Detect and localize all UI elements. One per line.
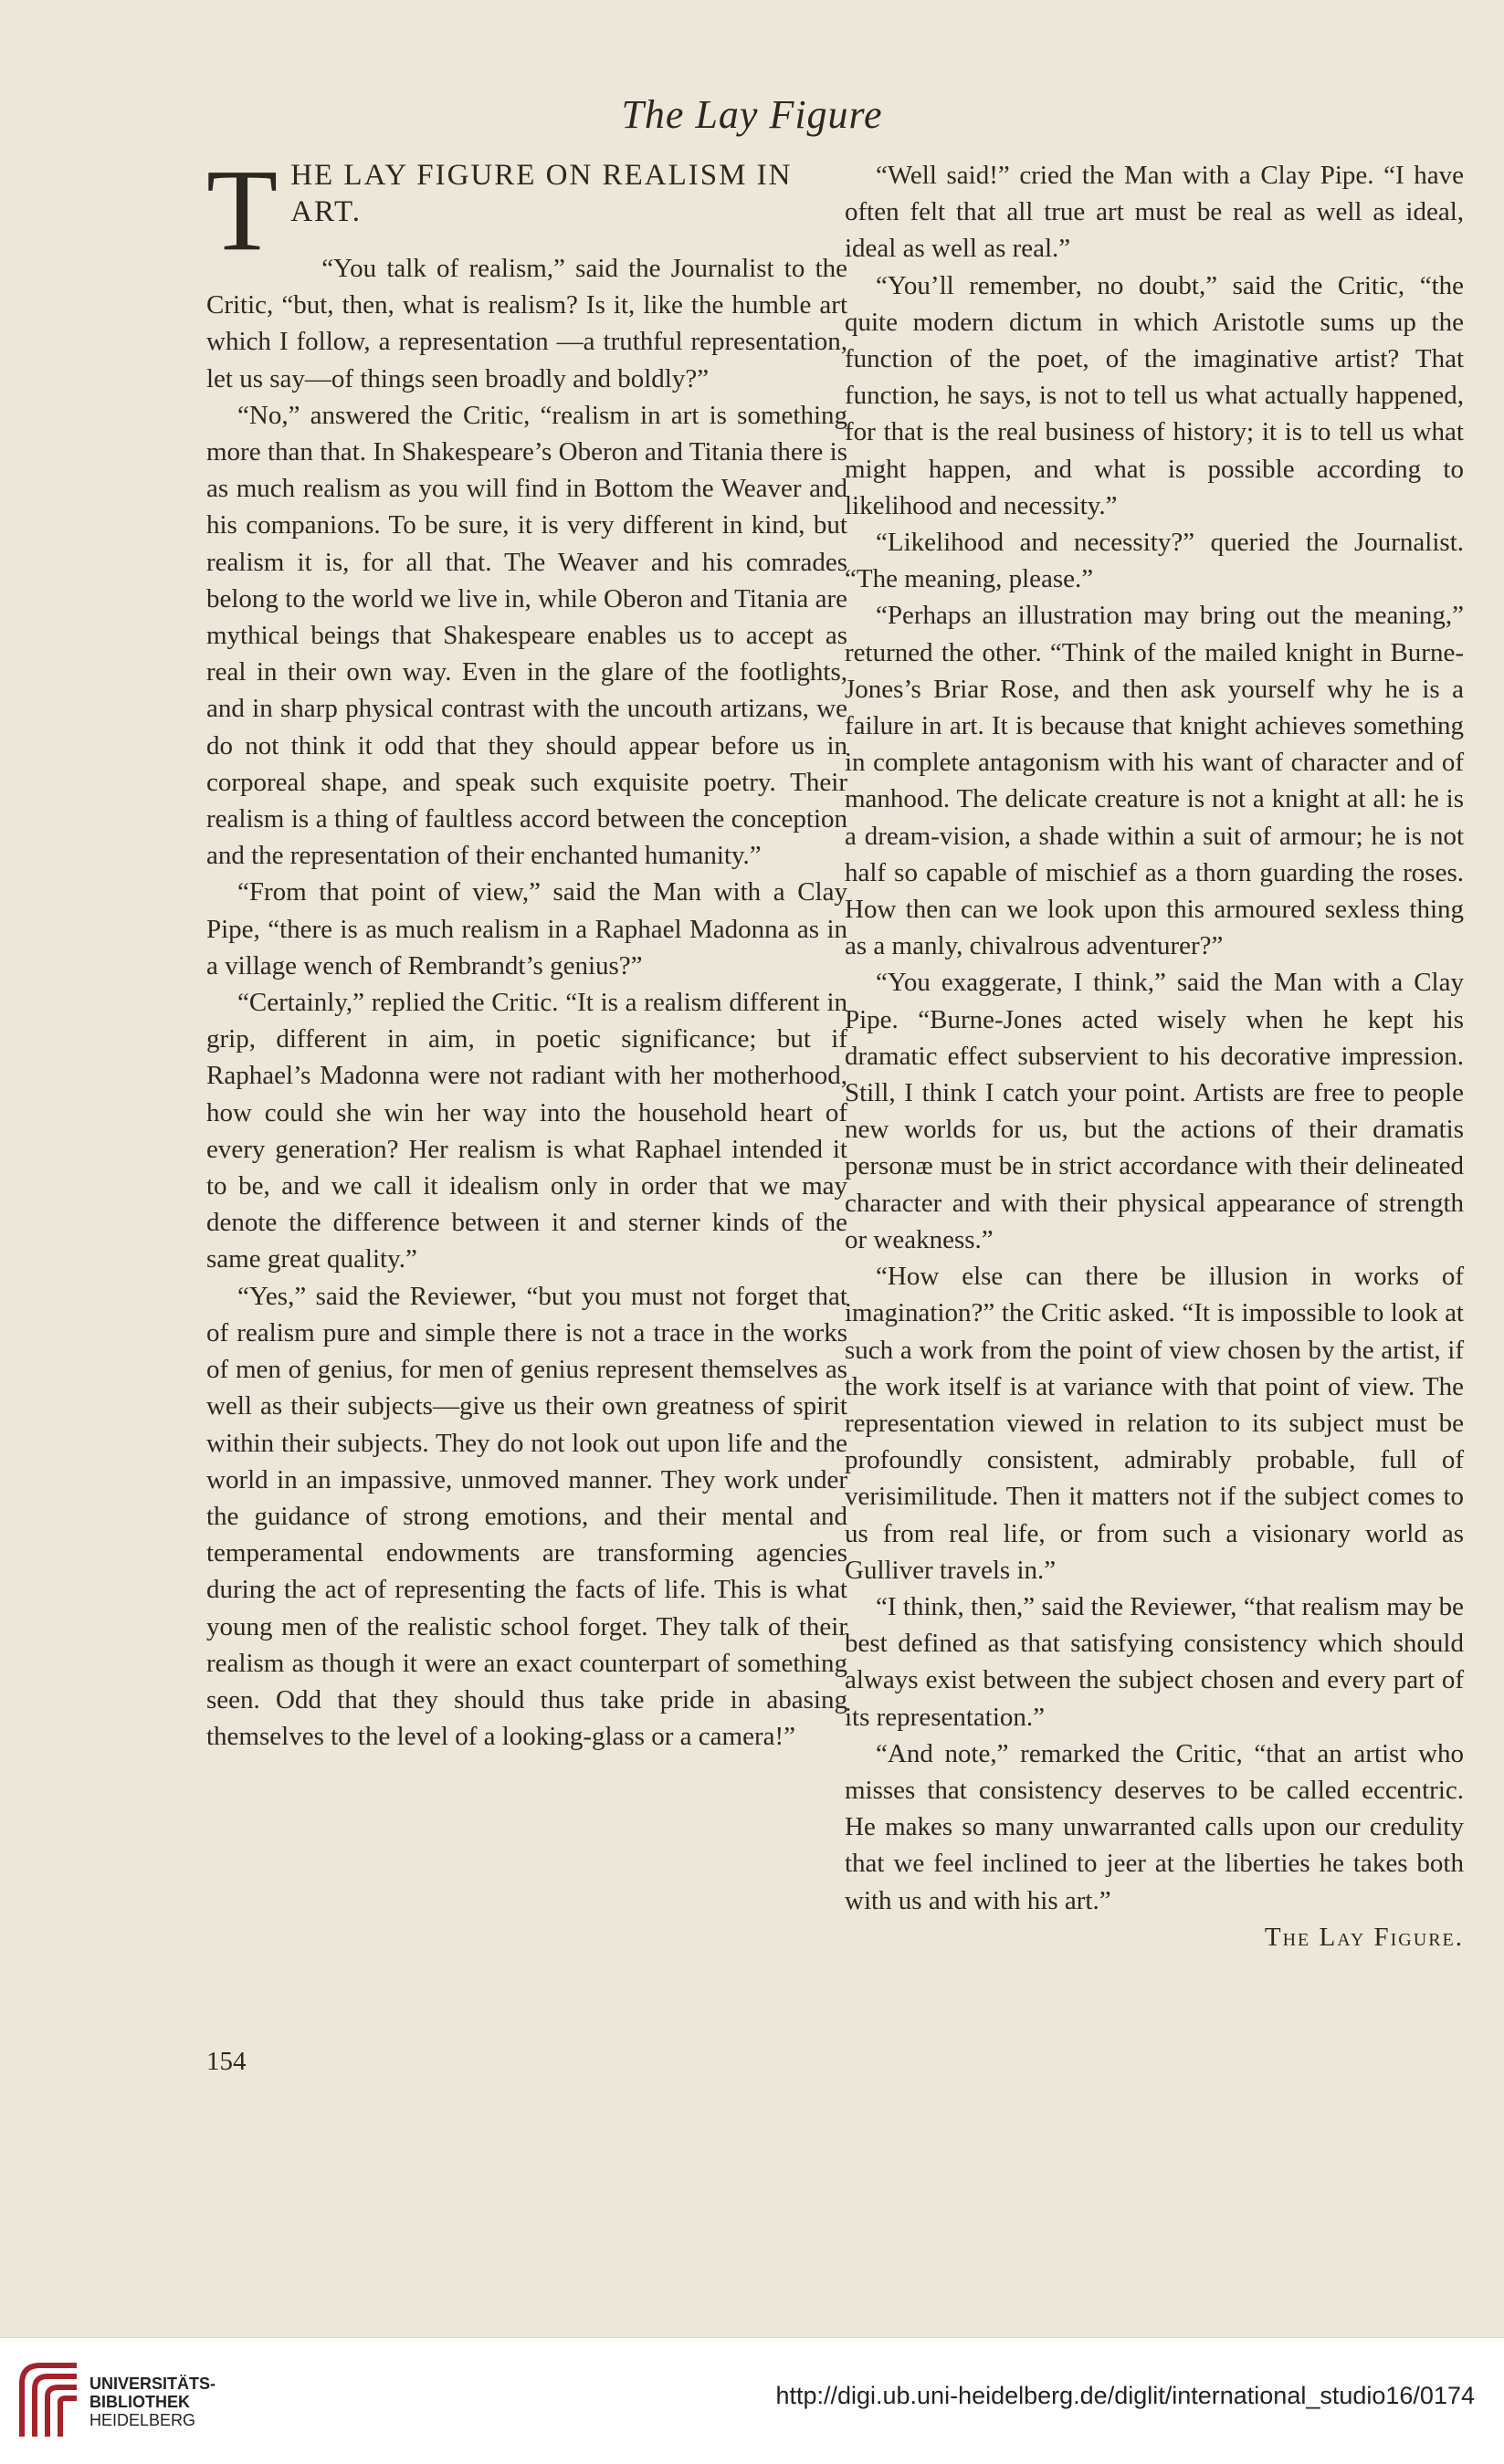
article-title: HE LAY FIGURE ON REALISM IN ART. — [290, 159, 793, 228]
paragraph: “Certainly,” replied the Critic. “It is a realism different in grip, different in aim, in poetic significance; but if Raphael’s Madonna were not radiant with her motherhood, how could she win her way into the household heart of every generation? Her realism is what Raphael intended it to be, and we call it idealism only in order that we may denote the difference between it and sterner kinds of the same great quality.” — [206, 988, 847, 1274]
paragraph: “Likelihood and necessity?” queried the Journalist. “The meaning, please.” — [845, 528, 1464, 594]
paragraph: “You talk of realism,” said the Journalist to the Critic, “but, then, what is realism? Is it, like the humble art which I follow, a representation —a truthful representation, let us say—of things seen broadly and boldly?” — [206, 254, 847, 393]
library-footer — [0, 2337, 1504, 2464]
library-name-line: BIBLIOTHEK — [89, 2393, 190, 2411]
library-name-line: UNIVERSITÄTS- — [89, 2375, 216, 2393]
paragraph: “Well said!” cried the Man with a Clay Pipe. “I have often felt that all true art must be real as well as ideal, ideal as well as real.” — [845, 161, 1464, 264]
paragraph: “How else can there be illusion in works of imagination?” the Critic asked. “It is impossible to look at such a work from the point of view chosen by the artist, if the work itself is at variance with that point of view. The representation viewed in relation to its subject must be profoundly consistent, admirably probable, full of verisimilitude. Then it matters not if the subject comes to us from real life, or from such a visionary world as Gulliver travels in.” — [845, 1262, 1464, 1585]
paragraph: “You’ll remember, no doubt,” said the Critic, “the quite modern dictum in which Aristotle sums up the function of the poet, of the imaginative artist? That function, he says, is not to tell us what actually happened, for that is the real business of history; it is to tell us what might happen, and what is possible according to likelihood and necessity.” — [845, 270, 1464, 520]
paragraph: “No,” answered the Critic, “realism in art is something more than that. In Shakespeare’s Oberon and Titania there is as much realism as you will find in Bottom the Weaver and his companions. To be sure, it is very different in kind, but realism it is, for all that. The Weaver and his comrades belong to the world we live in, while Oberon and Titania are mythical beings that Shakespeare enables us to accept as real in their own way. Even in the glare of the footlights, and in sharp physical contrast with the uncouth artizans, we do not think it odd that they should appear before us in corporeal shape, and speak such exquisite poetry. Their realism is a thing of faultless accord between the conception and the representation of their enchanted humanity.” — [206, 400, 847, 871]
paragraph: “You exaggerate, I think,” said the Man with a Clay Pipe. “Burne-Jones acted wisely when he kept his dramatic effect subservient to his decorative impression. Still, I think I catch your point. Artists are free to people new worlds for us, but the actions of their dramatis personæ must be in strict accordance with their delineated character and with their physical appearance of strength or weakness.” — [845, 968, 1464, 1254]
running-header: The Lay Figure — [621, 92, 883, 137]
article-heading — [206, 145, 847, 275]
paragraph: “Yes,” said the Reviewer, “but you must not forget that of realism pure and simple there is not a trace in the works of men of genius, for men of genius represent themselves as well as their subjects—give us their own greatness of spirit within their subjects. They do not look out upon life and the world in an impassive, unmoved manner. They work under the guidance of strong emotions, and their mental and temperamental endowments are transforming agencies during the act of representing the facts of life. This is what young men of the realistic school forget. They talk of their realism as though it were an exact counterpart of something seen. Odd that they should thus take pride in abasing themselves to the level of a looking-glass or a camera!” — [206, 1281, 847, 1752]
library-name-line: HEIDELBERG — [89, 2411, 196, 2429]
paragraph: “Perhaps an illustration may bring out the meaning,” returned the other. “Think of the mailed knight in Burne-Jones’s Briar Rose, and then ask yourself why he is a failure in art. It is because that knight achieves something in complete antagonism with his want of character and of manhood. The delicate creature is not a knight at all: he is a dream-vision, a shade within a suit of armour; he is not half so capable of mischief as a thorn guarding the roses. How then can we look upon this armoured sexless thing as a manly, chivalrous adventurer?” — [845, 601, 1464, 961]
page-number: 154 — [206, 2047, 247, 2076]
library-name — [89, 2375, 216, 2429]
left-column — [206, 145, 847, 1755]
right-column — [845, 157, 1464, 1955]
drop-cap: T — [206, 145, 279, 275]
paragraph: “And note,” remarked the Critic, “that an artist who misses that consistency deserves to be called eccentric. He makes so many unwarranted calls upon our credulity that we feel inclined to jeer at the liberties he takes both with us and with his art.” — [845, 1738, 1464, 1915]
source-url[interactable]: http://digi.ub.uni-heidelberg.de/diglit/international_studio16/0174 — [775, 2382, 1475, 2409]
signature: The Lay Figure. — [1264, 1922, 1464, 1952]
paragraph: “From that point of view,” said the Man with a Clay Pipe, “there is as much realism in a Raphael Madonna as in a village wench of Rembrandt’s genius?” — [206, 877, 847, 980]
paragraph: “I think, then,” said the Reviewer, “that realism may be best defined as that satisfying consistency which should always exist between the subject chosen and every part of its representation.” — [845, 1591, 1464, 1732]
library-logo-icon — [13, 2356, 95, 2444]
